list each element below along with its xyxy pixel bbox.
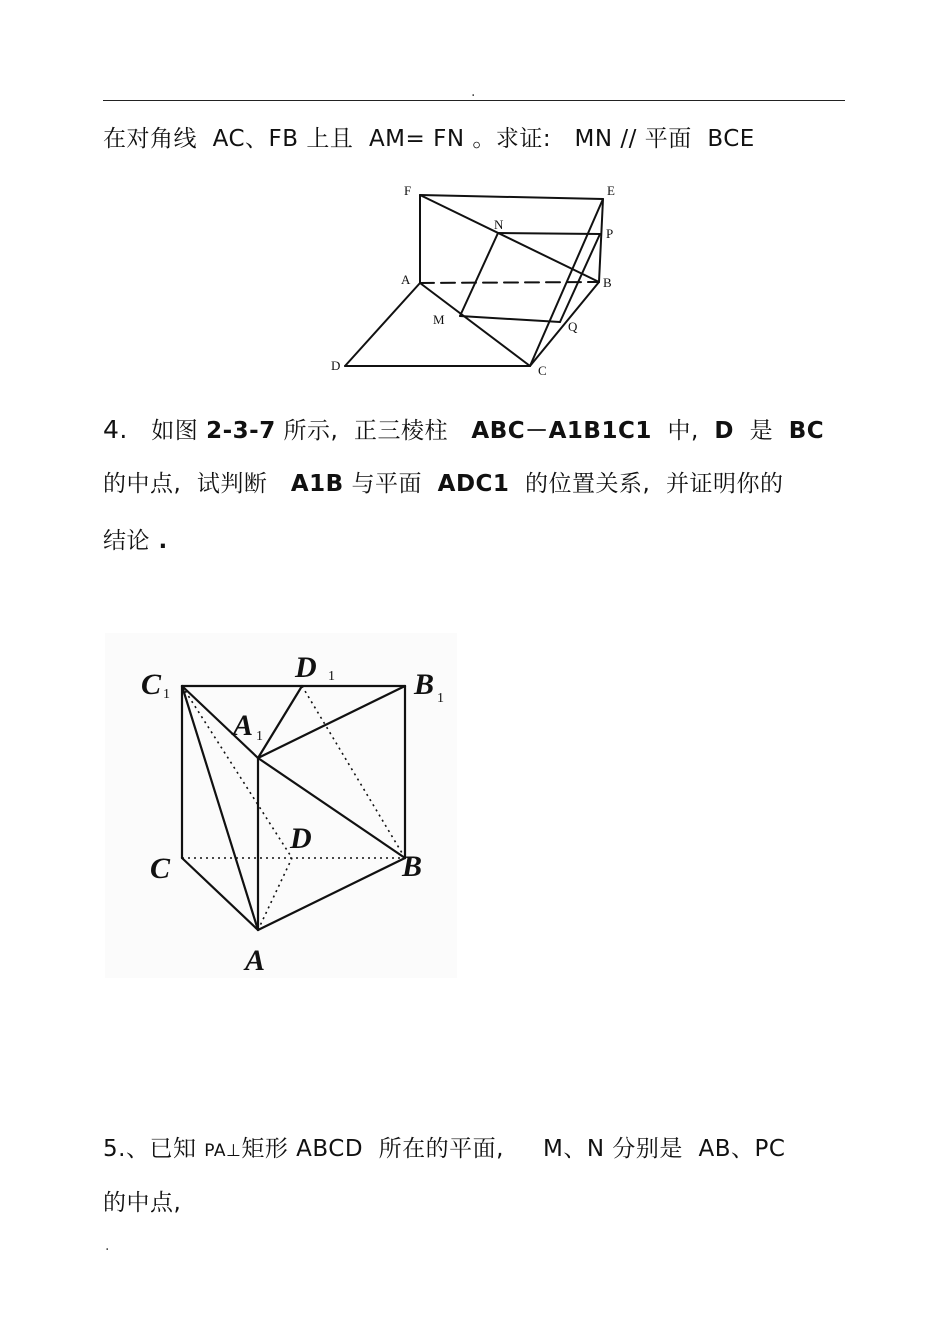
label-d: D	[290, 822, 312, 855]
label-d1-sub: 1	[328, 669, 335, 684]
label-b: B	[402, 850, 423, 883]
edge-eb	[599, 199, 603, 282]
segment-mq	[460, 316, 560, 322]
label-f: F	[404, 183, 412, 198]
label-m: M	[433, 312, 445, 327]
label-c: C	[150, 852, 171, 885]
label-e: E	[607, 183, 615, 198]
label-n: N	[494, 217, 504, 232]
q4-line3: 结论 .	[103, 528, 168, 554]
footer-dot: .	[105, 1238, 110, 1254]
segment-np	[498, 233, 600, 234]
header-rule	[103, 100, 845, 101]
label-c1: C	[141, 668, 162, 701]
label-q: Q	[568, 319, 578, 334]
label-b1-sub: 1	[437, 691, 444, 706]
label-c: C	[538, 363, 547, 378]
label-d1: D	[295, 651, 317, 684]
q5-line1: 5.、已知 PA⊥矩形 ABCD 所在的平面, M、N 分别是 AB、PC	[103, 1136, 786, 1162]
q4-line1: 4. 如图 2-3-7 所示, 正三棱柱 ABC－A1B1C1 中, D 是 BC	[103, 415, 825, 444]
edge-ab-hidden	[420, 282, 599, 283]
q4-line2: 的中点, 试判断 A1B 与平面 ADC1 的位置关系, 并证明你的	[103, 471, 784, 497]
label-p: P	[606, 226, 614, 241]
label-a1-sub: 1	[256, 729, 263, 744]
header-dot: .	[471, 84, 476, 100]
edge-ad	[345, 283, 420, 366]
label-a: A	[401, 272, 411, 287]
q4-number: 4.	[103, 415, 128, 444]
edge-cb	[530, 282, 599, 366]
label-a1: A	[233, 709, 254, 742]
segment-mn	[460, 233, 498, 316]
segment-qp	[560, 234, 600, 322]
figure-prism-fabe	[325, 180, 625, 380]
label-d: D	[331, 358, 341, 373]
label-c1-sub: 1	[163, 687, 170, 702]
edge-ad-hidden	[258, 858, 292, 930]
edge-a1b	[258, 758, 405, 858]
label-a: A	[245, 944, 266, 977]
q3-text: 在对角线 AC、FB 上且 AM= FN 。求证: MN // 平面 BCE	[103, 126, 755, 152]
edge-ab	[258, 858, 405, 930]
label-b1: B	[414, 668, 435, 701]
figure-triangular-prism	[105, 633, 457, 978]
edge-fe	[420, 195, 603, 199]
label-b: B	[603, 275, 612, 290]
q5-line2: 的中点,	[103, 1190, 182, 1216]
